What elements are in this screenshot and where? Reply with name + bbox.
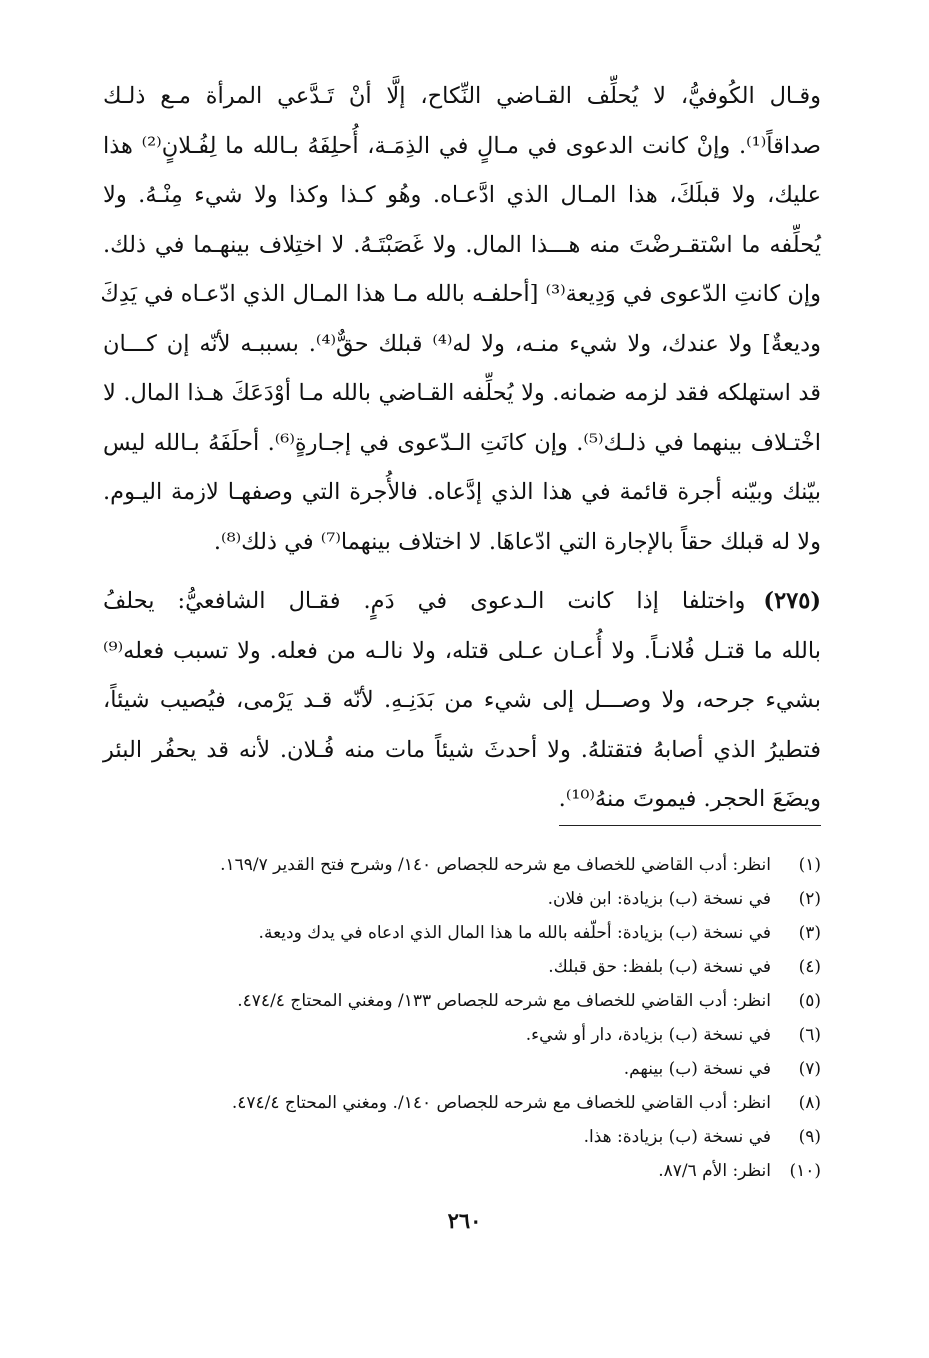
footnote-text: انظر: أدب القاضي للخصاف مع شرحه للجصاص ١٤٠/. ومغني المحتاج ٤٧٤/٤. [231, 1093, 771, 1113]
footnote-number: (٩) [798, 1127, 821, 1147]
footnote-number: (٣) [798, 923, 821, 943]
footnotes [103, 848, 821, 1188]
footnote [103, 1120, 821, 1154]
footnote [103, 1154, 821, 1188]
footnote-text: انظر: أدب القاضي للخصاف مع شرحه للجصاص ١٤٠/ وشرح فتح القدير ١٦٩/٧. [220, 855, 771, 875]
text-line: واختلفا إذا كانت الـدعوى في دَمٍ. فقـال الشافعيُّ: يحلفُ [103, 588, 746, 614]
text-line: صداقاً⁽¹⁾. وإنْ كانت الدعوى في مـالٍ في الذِمَـة، أُحلِفَهُ بـالله ما لِفُـلانٍ⁽²⁾ هذا [103, 132, 821, 159]
text-line: وإن كانتِ الدّعوى في وَدِيعة⁽³⁾ [أحلفـه بالله مـا هذا المـال الذي ادّعـاه في يَدِكَ [100, 281, 821, 307]
text-line: فتطيرُ الذي أصابهُ فتقتلهُ. ولا أحدثَ شيئاً مات منه فُـلان. لأنه قد يحفُر البئر [103, 736, 821, 763]
main-text [100, 72, 821, 825]
text-line: اخْتـلاف بينهما في ذلـك⁽⁵⁾. وإن كانَتِ الـدّعوى في إجـارةٍ⁽⁶⁾. أحلَفَهُ بـالله ليس [103, 429, 821, 456]
text-line: وديعةٌ] ولا عندك، ولا شيء منـه، ولا له⁽⁴⁾ قبلك حقٌّ⁽⁴⁾. بسببـه لأنّه إن كـــان [103, 330, 821, 357]
footnote-text: في نسخة (ب) بزيادة، دار أو شيء. [525, 1025, 771, 1045]
text-line: وقـال الكُوفيُّ، لا يُحلِّف القـاضي النِّكاح، إلَّا أنْ تَـدَّعي المرأة مـع ذلـك [103, 83, 821, 109]
text-line: ويضَعَ الحجر. فيموتَ منهُ⁽¹⁰⁾. [558, 786, 821, 812]
paragraph-number: (٢٧٥) [763, 588, 821, 614]
footnote-text: في نسخة (ب) بزيادة: أحلّفه بالله ما هذا المال الذي ادعاه في يدك وديعة. [258, 923, 771, 943]
footnote-text: في نسخة (ب) بزيادة: ابن فلان. [547, 889, 771, 909]
footnote-text: انظر: أدب القاضي للخصاف مع شرحه للجصاص ١٣٣/ ومغني المحتاج ٤٧٤/٤. [237, 991, 771, 1011]
footnote [103, 916, 821, 950]
text-line: يُحلِّفه ما اسْتقـرضْتَ منه هـــذا المال. ولا غَصَبْتَـهُ. لا اختِلاف بينهـما في ذلك. [103, 231, 821, 258]
footnote-text: في نسخة (ب) بلفظ: حق قبلك. [548, 957, 771, 977]
page-number: ٢٦٠ [447, 1208, 482, 1233]
footnote-text: في نسخة (ب) بزيادة: هذا. [583, 1127, 771, 1147]
footnote [103, 1052, 821, 1086]
footnote-number: (١٠) [789, 1161, 821, 1181]
footnote [103, 882, 821, 916]
paragraph-first-line [103, 577, 821, 627]
footnote [103, 1086, 821, 1120]
text-line: ولا له قبلك حقاً بالإجارة التي ادّعاهَا. لا اختلاف بينهما⁽⁷⁾ في ذلك⁽⁸⁾. [213, 528, 821, 555]
text-line: عليك، ولا قبلَكَ، هذا المـال الذي ادَّعـاه. وهُو كـذا وكذا ولا شيء مِنْـهُ. ولا [103, 182, 821, 208]
footnote-text: انظر: الأم ٨٧/٦. [658, 1161, 771, 1181]
footnote-number: (٥) [798, 991, 821, 1011]
footnote-number: (٨) [798, 1093, 821, 1113]
footnote-separator [559, 825, 821, 826]
footnote-number: (٧) [798, 1059, 821, 1079]
footnote [103, 1018, 821, 1052]
paragraph-gap [103, 567, 821, 577]
text-line: بالله ما قتـل فُلانـاً. ولا أُعـان عـلى قتله، ولا نالـه من فعله. ولا تسبب فعله⁽⁹⁾ [103, 637, 821, 664]
footnote-number: (٢) [798, 889, 821, 909]
footnote [103, 984, 821, 1018]
text-line: بشيء جرحه، ولا وصـــل إلى شيء من بَدَنِـهِ. لأنّه قـد يَرْمى، فيُصيب شيئاً، [103, 687, 821, 713]
footnote-text: في نسخة (ب) بينهم. [623, 1059, 771, 1079]
footnote-number: (٤) [798, 957, 821, 977]
footnote [103, 848, 821, 882]
footnote-number: (١) [798, 855, 821, 875]
text-line: بيّنك وبيّنه أجرة قائمة في هذا الذي إدَّعاه. فالأُجرة التي وصفهـا لازمة اليـوم. [103, 479, 821, 505]
text-line: قد استهلكه فقد لزمه ضمانه. ولا يُحلِّفه القـاضي بالله مـا أوْدَعَكَ هـذا المال. لا [103, 380, 821, 406]
footnote [103, 950, 821, 984]
footnote-number: (٦) [798, 1025, 821, 1045]
